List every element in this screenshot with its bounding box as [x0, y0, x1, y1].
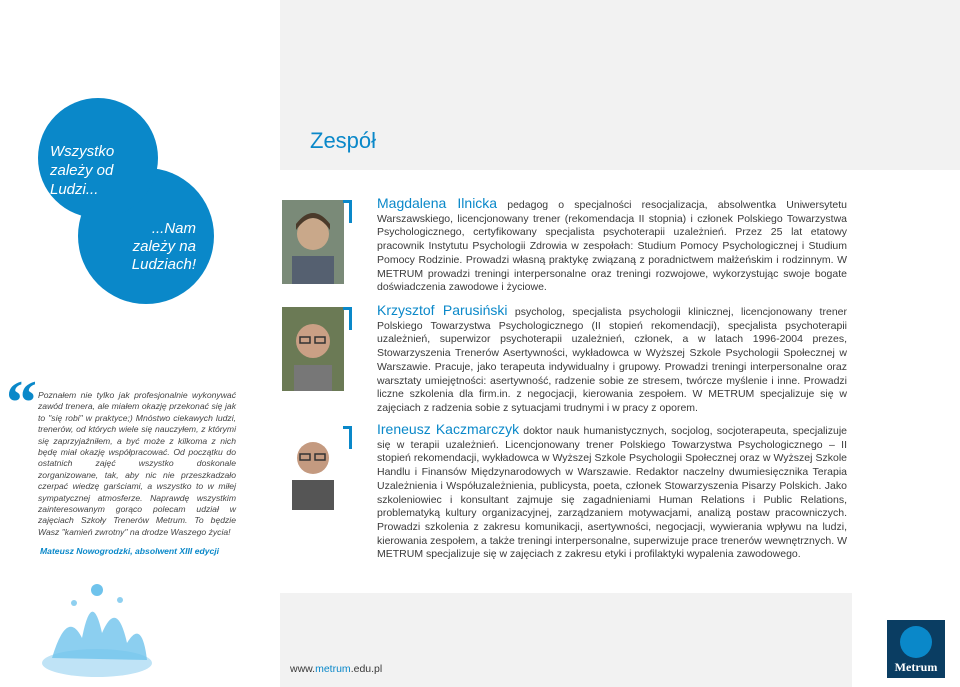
photo-krzysztof-parusinski — [282, 307, 344, 391]
bracket-icon — [343, 307, 352, 330]
url-suffix: .edu.pl — [350, 663, 383, 675]
logo-label: Metrum — [894, 660, 938, 674]
url-brand: metrum — [315, 663, 351, 675]
slogan-circle-1 — [38, 98, 158, 218]
testimonial-author: Mateusz Nowogrodzki, absolwent XIII edycji — [40, 546, 220, 556]
member-name: Krzysztof Parusiński — [377, 302, 508, 318]
member-bio: pedagog o specjalności resocjalizacja, absolwentka Uniwersytetu Warszawskiego, licencjonowany trener (rekomendacja II stopnia) i członek Polskiego Towarzystwa Psychologicznego, certyfikowany specjalista psychoterapii uzależnień. Przez 25 lat etatowy pracownik Instytutu Psychologii Zdrowia w zespołach: Studium Pomocy Psychologicznej i Studium Pomocy Rodzinie. Prowadzi własną praktykę związaną z poradnictwem małżeńskim i rodzinnym. W METRUM prowadzi treningi interpersonalne oraz treningi rozwojowe, wykorzystując swoje bogate doświadczenia zawodowe i życiowe. — [377, 199, 847, 294]
slogan-1: Wszystko zależy od Ludzi... — [50, 143, 115, 198]
slogan-2: ...Nam zależy na Ludziach! — [131, 220, 196, 273]
logo-circle-icon — [900, 626, 932, 658]
metrum-logo — [887, 620, 945, 678]
url-prefix: www. — [290, 663, 316, 675]
testimonial-text: Poznałem nie tylko jak profesjonalnie wykonywać zawód trenera, ale miałem okazję przekonać się jak to "się robi" w praktyce;) Mnóstwo ciekawych ludzi, trenerów, od których wiele się nauczyłem, z którymi się zaprzyjaźniłem, a być może z kilkoma z nich będę miał okazję współpracować. Od początku do ostatnich zajęć wszystko doskonale zorganizowane, tak, aby nic nie przeszkadzało czerpać wiedzę garściami, a wszystko to w miłej sympatycznej atmosferze. Naprawdę wszystkim zainteresowanym gorąco polecam udział w zajęciach Szkoły Trenerów Metrum. To będzie Wasz "kamień zwrotny" na drodze Waszego życia! — [38, 390, 236, 537]
quote-mark-icon: “ — [6, 369, 37, 437]
bracket-icon — [343, 426, 352, 449]
member-name: Ireneusz Kaczmarczyk — [377, 421, 520, 437]
page-title: Zespół — [310, 128, 377, 153]
bio-magdalena-ilnicka — [377, 197, 847, 295]
photo-ireneusz-kaczmarczyk — [282, 426, 344, 510]
member-bio: psycholog, specjalista psychologii klinicznej, licencjonowany trener Polskiego Towarzystwa Psychologicznego (II stopień rekomendacji), specjalista psychoterapii uzależnień, superwizor psychoterapii uzależnień, członek, a w latach 1996-2004 prezes, Stowarzyszenia Trenerów Asertywności, wykładowca w Wyższej Szkole Psychologii Społecznej w Warszawie. Pracuje, jako terapeuta indywidualny i grupowy. Prowadzi treningi interpersonalne oraz warsztaty umiejętności: asertywność, radzenie sobie ze stresem, twórcze myślenie i inne. Prowadzi liczne szkolenia dla firm.in. z negocjacji, kierowania zespołem. W METRUM specjalizuje się w zajęciach z radzenia sobie z sytuacjami trudnymi i w pracy z oporem. — [377, 306, 847, 414]
photo-magdalena-ilnicka — [282, 200, 344, 284]
header-panel — [280, 0, 960, 170]
water-splash-image — [22, 568, 172, 683]
bio-ireneusz-kaczmarczyk — [377, 423, 847, 562]
member-name: Magdalena Ilnicka — [377, 195, 498, 211]
website-link[interactable] — [290, 663, 382, 675]
bio-krzysztof-parusinski — [377, 304, 847, 416]
bracket-icon — [343, 200, 352, 223]
member-bio: doktor nauk humanistycznych, socjolog, socjoterapeuta, specjalizuje się w terapii uzależnień. Licencjonowany trener Polskiego Towarzystwa Psychologicznego – II stopień rekomendacji, wykładowca w Wyższej Szkole Psychologii Społecznej oraz w Wyższej Szkole Handlu i Finansów Międzynarodowych w Warszawie. Redaktor naczelny dwumiesięcznika Terapia Uzależnienia i Współuzależnienia, publicysta, poeta, członek Stowarzyszenia Pisarzy Polskich. Jako szkoleniowiec i konsultant zajmuje się zagadnieniami Human Relations i Public Relations, problematyką kultury organizacyjnej, zarządzaniem motywacjami, analizą postaw pracowniczych. Prowadzi szkolenia z zakresu komunikacji, asertywności, negocjacji, wywierania wpływu na ludzi, kierowania zespołem, a także treningi interpersonalne, superwizuje prace trenerów wewnętrznych. W METRUM specjalizuje się w zajęciach z zakresu etyki i profilaktyki wypalenia zawodowego. — [377, 425, 847, 561]
